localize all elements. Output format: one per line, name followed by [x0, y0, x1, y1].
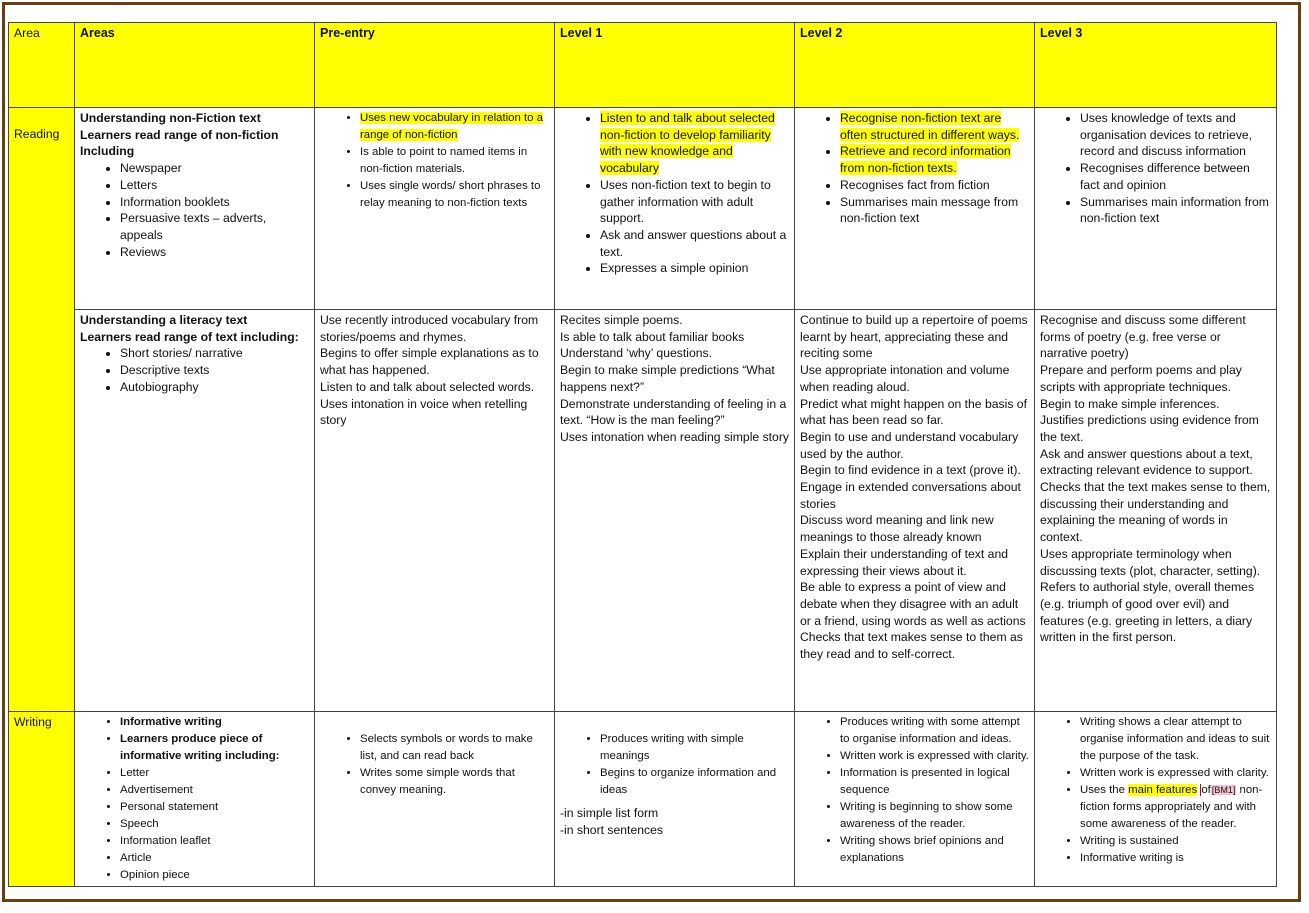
- list-item: • Expresses a simple opinion: [600, 260, 789, 277]
- areas-title: Understanding a literacy text: [80, 313, 248, 327]
- list-item: • Informative writing is: [1080, 850, 1271, 867]
- list-item: • Personal statement: [120, 799, 309, 816]
- list-item: • Opinion piece: [120, 867, 309, 884]
- list-item: • Informative writing: [120, 714, 309, 731]
- list-item: [840, 143, 1029, 176]
- list-item: • Recognises fact from fiction: [840, 177, 1029, 194]
- writing-row: [9, 712, 1277, 887]
- list-item: [840, 110, 1029, 143]
- header-row: [9, 23, 1277, 108]
- areas-subtitle: Learners read range of non-fiction: [80, 127, 279, 142]
- header-preentry-label: Pre-entry: [320, 26, 375, 40]
- highlighted-text: Uses new vocabulary in relation to a range of non-fiction: [360, 112, 543, 141]
- area-writing-label: Writing: [14, 715, 52, 729]
- header-level2: [795, 23, 1035, 108]
- list-item: • Reviews: [120, 244, 309, 261]
- preentry-literacy: Use recently introduced vocabulary from stories/poems and rhymes. Begins to offer simple explanations as to what has happened. Listen to and talk about selected words. Uses intonation in voice when retelling story: [315, 310, 555, 712]
- level1-note: -in short sentences: [560, 822, 663, 837]
- list-item: • Writing is beginning to show some awareness of the reader.: [840, 799, 1029, 833]
- list-item: • Writing shows brief opinions and explanations: [840, 833, 1029, 867]
- reading-row-literacy: [9, 310, 1277, 712]
- curriculum-table: [8, 22, 1277, 887]
- list-item: • Summarises main message from non-fiction text: [840, 194, 1029, 227]
- header-preentry: [315, 23, 555, 108]
- list-item: • Autobiography: [120, 379, 309, 396]
- list-item: • Written work is expressed with clarity.: [840, 748, 1029, 765]
- level2-writing: [795, 712, 1035, 887]
- level1-nonfiction: [555, 108, 795, 310]
- header-level1-label: Level 1: [560, 26, 603, 40]
- list-item: • Article: [120, 850, 309, 867]
- level1-writing: [555, 712, 795, 887]
- header-areas: [75, 23, 315, 108]
- header-area-label: Area: [14, 26, 40, 40]
- header-level3-label: Level 3: [1040, 26, 1083, 40]
- list-item: • Descriptive texts: [120, 362, 309, 379]
- list-item: • Writes some simple words that convey meaning.: [360, 765, 549, 799]
- level3-writing: [1035, 712, 1277, 887]
- list-item: • Produces writing with some attempt to organise information and ideas.: [840, 714, 1029, 748]
- highlighted-text: Recognise non-fiction text are often structured in different ways.: [840, 111, 1020, 142]
- text-fragment: some awareness of the reader.: [1080, 818, 1237, 830]
- preentry-writing: [315, 712, 555, 887]
- list-item: • Uses non-fiction text to begin to gather information with adult support.: [600, 177, 789, 227]
- level2-nonfiction: [795, 108, 1035, 310]
- areas-literacy: [75, 310, 315, 712]
- list-item: • Begins to organize information and ideas: [600, 765, 789, 799]
- list-item: • Produces writing with simple meanings: [600, 731, 789, 765]
- list-item: • Uses single words/ short phrases to relay meaning to non-fiction texts: [360, 178, 549, 212]
- header-areas-label: Areas: [80, 26, 115, 40]
- area-reading: [9, 108, 75, 712]
- highlighted-text: Retrieve and record information from non-fiction texts.: [840, 144, 1011, 176]
- areas-nonfiction: [75, 108, 315, 310]
- reading-row-nonfiction: [9, 108, 1277, 310]
- list-item: • Information leaflet: [120, 833, 309, 850]
- areas-title: Understanding non-Fiction text: [80, 111, 261, 125]
- header-level1: [555, 23, 795, 108]
- level1-note: -in simple list form: [560, 806, 659, 820]
- header-level3: [1035, 23, 1277, 108]
- area-writing: [9, 712, 75, 887]
- list-item: • Uses knowledge of texts and organisation devices to retrieve, record and discuss information: [1080, 110, 1271, 160]
- areas-writing: [75, 712, 315, 887]
- header-area: [9, 23, 75, 108]
- list-item: [360, 110, 549, 144]
- list-item: • Information booklets: [120, 194, 309, 211]
- area-reading-label: Reading: [14, 127, 60, 141]
- comment-marker[interactable]: [BM1]: [1211, 785, 1236, 795]
- list-item: • Writing is sustained: [1080, 833, 1271, 850]
- list-item: • Ask and answer questions about a text.: [600, 227, 789, 260]
- list-item: • Persuasive texts – adverts, appeals: [120, 210, 309, 243]
- list-item: [1080, 782, 1271, 833]
- list-item: [600, 110, 789, 177]
- list-item: • Summarises main information from non-fiction text: [1080, 194, 1271, 227]
- list-item: • Written work is expressed with clarity.: [1080, 765, 1271, 782]
- level2-literacy: Continue to build up a repertoire of poems learnt by heart, appreciating these and reciting some Use appropriate intonation and volume when reading aloud. Predict what might happen on the basis of what has been read so far. Begin to use and understand vocabulary used by the author. Begin to find evidence in a text (prove it). Engage in extended conversations about stories Discuss word meaning and link new meanings to those already known Explain their understanding of text and expressing their views about it. Be able to express a point of view and debate when they disagree with an adult or a friend, using words as well as actions Checks that text makes sense to them as they read and to self-correct.: [795, 310, 1035, 712]
- highlighted-text: main features: [1128, 784, 1198, 796]
- level3-literacy: Recognise and discuss some different forms of poetry (e.g. free verse or narrative poetry) Prepare and perform poems and play scripts with appropriate techniques. Begin to make simple inferences. Justifies predictions using evidence from the text. Ask and answer questions about a text, extracting relevant evidence to support. Checks that the text makes sense to them, discussing their understanding and explaining the meaning of words in context. Uses appropriate terminology when discussing texts (plot, character, setting). Refers to authorial style, overall themes (e.g. triumph of good over evil) and features (e.g. greeting in letters, a diary written in the first person.: [1035, 310, 1277, 712]
- list-item: • Advertisement: [120, 782, 309, 799]
- text-fragment: of: [1201, 784, 1211, 796]
- list-item: • Information is presented in logical sequence: [840, 765, 1029, 799]
- highlighted-text: Listen to and talk about selected non-fiction to develop familiarity with new knowledge and vocabulary: [600, 111, 775, 176]
- areas-subtitle: Learners read range of text including:: [80, 329, 299, 344]
- list-item: • Is able to point to named items in non-fiction materials.: [360, 144, 549, 178]
- list-item: • Letter: [120, 765, 309, 782]
- areas-including: Including: [80, 144, 135, 159]
- list-item: • Speech: [120, 816, 309, 833]
- level3-nonfiction: [1035, 108, 1277, 310]
- list-item: • Selects symbols or words to make list, and can read back: [360, 731, 549, 765]
- header-level2-label: Level 2: [800, 26, 843, 40]
- preentry-nonfiction: [315, 108, 555, 310]
- list-item: • Letters: [120, 177, 309, 194]
- list-item: • Writing shows a clear attempt to organise information and ideas to suit the purpose of the task.: [1080, 714, 1271, 765]
- text-fragment: non-fiction forms appropriately and with: [1080, 784, 1263, 813]
- level1-literacy: Recites simple poems. Is able to talk about familiar books Understand ‘why’ questions. Begin to make simple predictions “What happens next?” Demonstrate understanding of feeling in a text. “How is the man feeling?” Uses intonation when reading simple story: [555, 310, 795, 712]
- text-fragment: Uses the: [1080, 784, 1129, 796]
- list-item: • Newspaper: [120, 160, 309, 177]
- list-item: • Short stories/ narrative: [120, 345, 309, 362]
- list-item: • Learners produce piece of informative writing including:: [120, 731, 309, 765]
- list-item: • Recognises difference between fact and opinion: [1080, 160, 1271, 193]
